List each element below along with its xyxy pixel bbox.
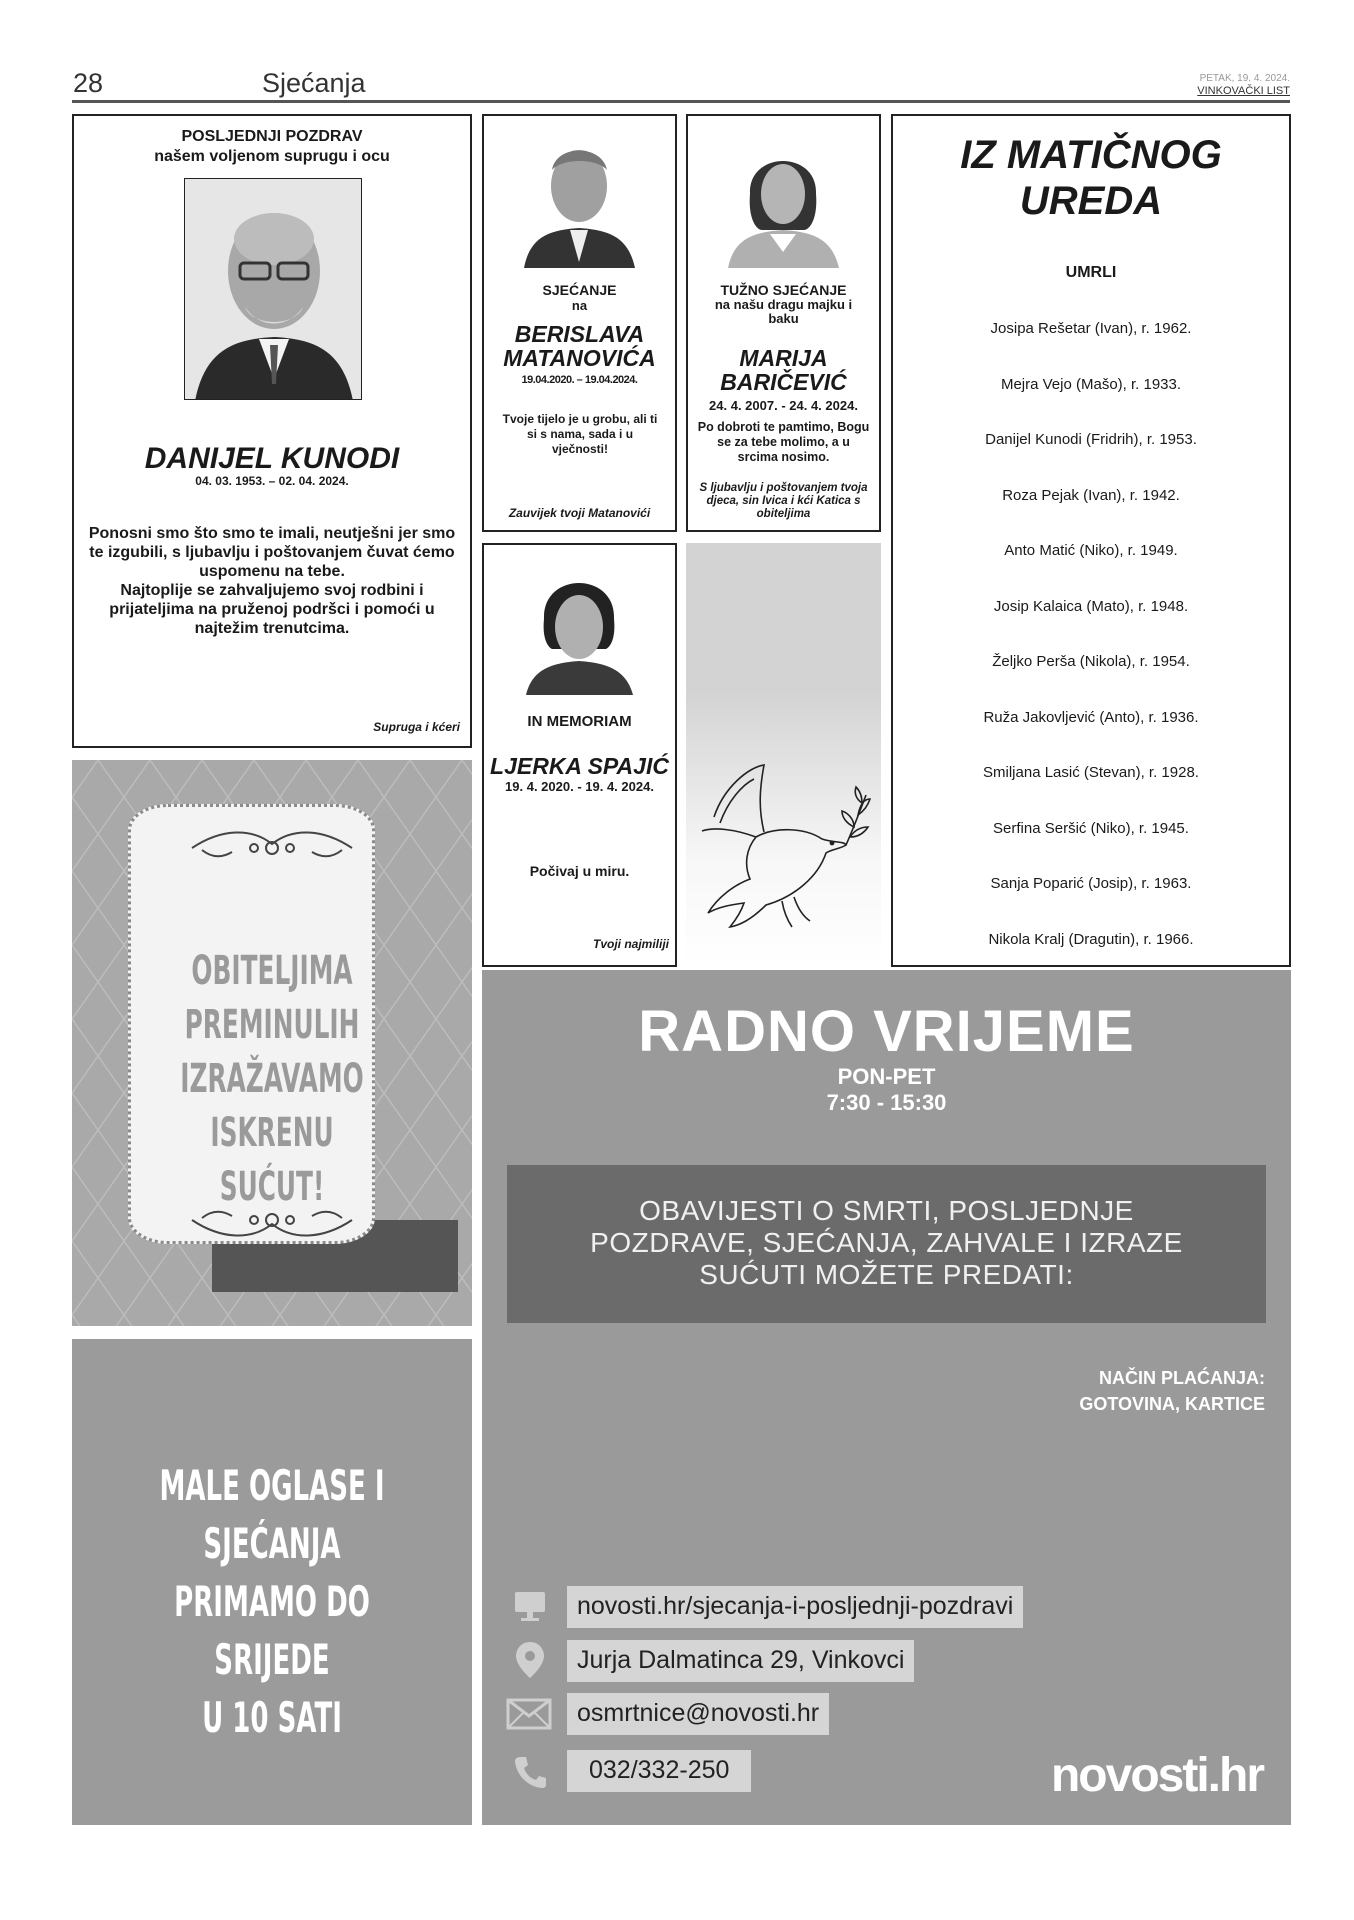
header-rule (72, 100, 1290, 103)
submission-text: OBAVIJESTI O SMRTI, POSLJEDNJE POZDRAVE, SJEĆANJA, ZAHVALE I IZRAZE SUĆUTI MOŽETE PREDATI: (590, 1195, 1183, 1290)
registry-entry: Mejra Vejo (Mašo), r. 1933. (1000, 375, 1182, 393)
ads-deadline-panel (72, 1339, 472, 1825)
life-dates: 24. 4. 2007. - 24. 4. 2024. (709, 398, 858, 413)
condolence-line: PREMINULIH (184, 1002, 360, 1048)
office-title: RADNO VRIJEME (638, 999, 1135, 1064)
brand-logo: novosti.hr (1050, 1749, 1263, 1802)
registry-entry: Roza Pejak (Ivan), r. 1942. (1002, 486, 1180, 504)
deceased-name-2: MATANOVIĆA (503, 345, 656, 371)
page-number: 28 (73, 68, 104, 98)
website-link[interactable]: novosti.hr/sjecanja-i-posljednji-pozdravi (567, 1586, 1023, 1628)
notice-subheading: na našu dragu majku i baku (714, 297, 853, 326)
phone-number[interactable]: 032/332-250 (567, 1750, 751, 1792)
deceased-name: MARIJA (739, 345, 828, 371)
portrait-photo (184, 178, 362, 400)
registry-title: IZ MATIČNOG (960, 133, 1222, 177)
portrait-photo (726, 134, 841, 268)
condolence-text (112, 944, 432, 1214)
registry-entry: Anto Matić (Niko), r. 1949. (1004, 542, 1178, 559)
registry-entry: Ruža Jakovljević (Anto), r. 1936. (983, 708, 1199, 726)
payment-methods: GOTOVINA, KARTICE (1079, 1394, 1265, 1414)
notice-signature: S ljubavlju i poštovanjem tvoja djeca, sin Ivica i kći Katica s obiteljima (699, 482, 868, 520)
life-dates: 04. 03. 1953. – 02. 04. 2024. (195, 474, 349, 488)
portrait-silhouette (185, 179, 362, 400)
notice-text: Ponosni smo što smo te imali, neutješni jer smo te izgubili, s ljubavlju i poštovanjem čuvat ćemo uspomenu na tebe. (88, 525, 456, 580)
notice-text-2: Najtoplije se zahvaljujemo svoj rodbini i prijateljima na pruženoj podršci i pomoći u najtežim trenutcima. (109, 582, 435, 637)
registry-subtitle: UMRLI (1065, 264, 1117, 281)
notice-subheading: na (571, 298, 588, 313)
office-days: PON-PET (837, 1064, 936, 1089)
portrait-silhouette (522, 134, 637, 268)
notice-text: Tvoje tijelo je u grobu, ali ti si s nama, sada i u vječnosti! (502, 412, 658, 456)
notice-signature: Tvoji najmiliji (592, 937, 669, 951)
dove-icon (694, 757, 874, 957)
deadline-line: SJEĆANJA (203, 1519, 341, 1568)
registry-panel (891, 114, 1291, 967)
registry-list (893, 116, 1289, 965)
address-text: Jurja Dalmatinca 29, Vinkovci (567, 1640, 914, 1682)
deadline-line: MALE OGLASE I (159, 1461, 385, 1510)
condolence-line: IZRAŽAVAMO (180, 1056, 364, 1102)
condolence-line: OBITELJIMA (191, 948, 353, 994)
deceased-name-2: BARIČEVIĆ (720, 369, 847, 395)
phone-icon (512, 1754, 548, 1790)
notice-spajic (482, 543, 677, 967)
notice-matanovic (482, 114, 677, 532)
ornament-top-icon (182, 818, 362, 868)
deceased-name: DANIJEL KUNODI (144, 442, 400, 475)
condolence-panel (72, 760, 472, 1326)
condolence-line: ISKRENU SUĆUT! (210, 1110, 334, 1210)
dove-panel (686, 543, 881, 967)
notice-heading: TUŽNO SJEĆANJE (720, 282, 847, 298)
deadline-text (52, 1457, 492, 1747)
registry-entry: Željko Perša (Nikola), r. 1954. (992, 653, 1190, 670)
notice-subheading: našem voljenom suprugu i ocu (154, 148, 390, 165)
notice-signature: Supruga i kćeri (373, 720, 460, 734)
registry-entry: Sanja Poparić (Josip), r. 1963. (990, 875, 1192, 892)
registry-entry: Danijel Kunodi (Fridrih), r. 1953. (985, 431, 1197, 448)
notice-kunodi (72, 114, 472, 748)
life-dates: 19. 4. 2020. - 19. 4. 2024. (505, 779, 654, 794)
notice-text: Po dobroti te pamtimo, Bogu se za tebe molimo, a u srcima nosimo. (697, 420, 870, 464)
payment-label: NAČIN PLAĆANJA: (1099, 1368, 1265, 1388)
publication-name: VINKOVAČKI LIST (1197, 85, 1290, 97)
notice-baricevic (686, 114, 881, 532)
issue-date: PETAK, 19. 4. 2024. (1199, 73, 1290, 84)
office-hours: 7:30 - 15:30 (826, 1090, 947, 1115)
portrait-silhouette (522, 565, 637, 695)
portrait-photo (522, 134, 637, 268)
portrait-silhouette (726, 134, 841, 268)
location-pin-icon (512, 1640, 548, 1680)
submission-notice (507, 1165, 1266, 1323)
office-panel (482, 970, 1291, 1825)
email-link[interactable]: osmrtnice@novosti.hr (567, 1693, 829, 1735)
notice-heading: SJEĆANJE (542, 282, 617, 298)
deadline-line: U 10 SATI (202, 1693, 342, 1742)
registry-entry: Nikola Kralj (Dragutin), r. 1966. (988, 930, 1194, 948)
notice-heading: POSLJEDNJI POZDRAV (181, 128, 363, 145)
section-title: Sjećanja (262, 68, 366, 98)
deceased-name: BERISLAVA (514, 321, 645, 347)
registry-entry: Serfina Seršić (Niko), r. 1945. (993, 819, 1189, 837)
notice-text: Počivaj u miru. (529, 863, 630, 879)
life-dates: 19.04.2020. – 19.04.2024. (521, 374, 638, 386)
envelope-icon (506, 1698, 552, 1730)
portrait-photo (522, 565, 637, 695)
registry-entry: Josip Kalaica (Mato), r. 1948. (993, 597, 1189, 615)
notice-signature: Zauvijek tvoji Matanovići (508, 506, 651, 520)
notice-heading: IN MEMORIAM (527, 713, 632, 730)
deceased-name: LJERKA SPAJIĆ (490, 753, 669, 779)
deadline-line: PRIMAMO DO SRIJEDE (174, 1577, 370, 1684)
registry-title-2: UREDA (1019, 179, 1163, 223)
registry-entry: Josipa Rešetar (Ivan), r. 1962. (990, 320, 1192, 337)
registry-entry: Smiljana Lasić (Stevan), r. 1928. (983, 764, 1199, 781)
monitor-icon (512, 1588, 548, 1624)
